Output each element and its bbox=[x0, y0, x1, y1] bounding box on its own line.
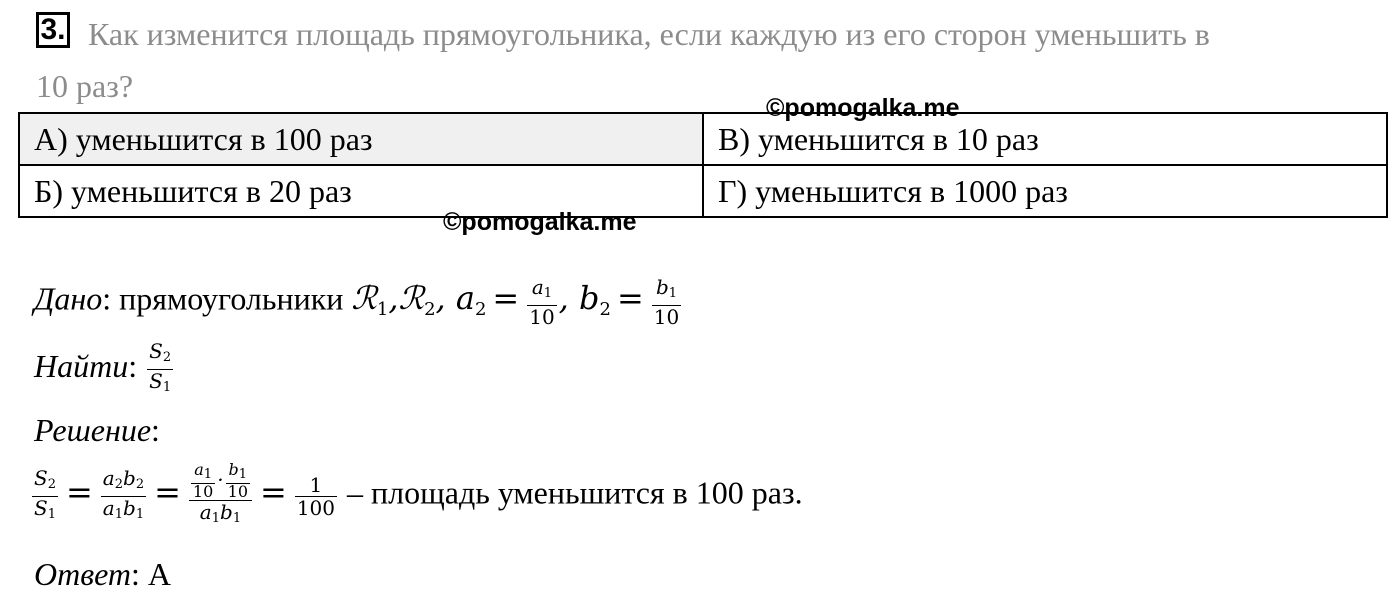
question-text-line2: 10 раз? bbox=[36, 68, 134, 104]
option-g: Г) уменьшится в 1000 раз bbox=[703, 165, 1387, 217]
options-row bbox=[19, 113, 1387, 165]
watermark-middle: ©pomogalka.me bbox=[443, 208, 637, 236]
find-formula: $\frac{S2}{S1}$ bbox=[149, 339, 172, 395]
option-a: А) уменьшится в 100 раз bbox=[19, 113, 703, 165]
formula-nested-fraction: $\frac{a1}{10}$ · $\frac{b1}{10}$ a1b1 bbox=[189, 462, 252, 530]
option-v: В) уменьшится в 10 раз bbox=[703, 113, 1387, 165]
given-line: Дано: прямоугольники ℛ$_1$,ℛ$_2$, $a_2$ = $\frac{a1}{10}$ , $b_2$ = $\frac{b1}{10}$ bbox=[34, 275, 680, 329]
option-b: Б) уменьшится в 20 раз bbox=[19, 165, 703, 217]
result-text: – площадь уменьшится в 100 раз. bbox=[347, 474, 803, 511]
solution-label: Решение bbox=[34, 412, 152, 448]
find-line: Найти: $\frac{S2}{S1}$ bbox=[34, 340, 175, 399]
given-label: Дано bbox=[34, 280, 103, 317]
answer-options-table bbox=[18, 112, 1388, 218]
options-row bbox=[19, 165, 1387, 217]
question-number: 3. bbox=[36, 12, 70, 48]
answer-line: Ответ: А bbox=[34, 556, 171, 592]
solution-label-line: Решение: bbox=[34, 412, 160, 448]
question-text-line1: Как изменится площадь прямоугольника, если каждую из его сторон уменьшить в bbox=[88, 16, 1210, 52]
given-formula: ℛ$_1$,ℛ$_2$, $a_2$ bbox=[351, 279, 487, 321]
answer-value: А bbox=[147, 556, 171, 592]
formula-ratio: $\frac{S2}{S1}$ bbox=[34, 465, 56, 522]
given-text: прямоугольники bbox=[119, 280, 344, 317]
solution-formula-line: $\frac{S2}{S1}$ = $\frac{a2b2}{a1b1}$ = $\frac{a1}{10}$ · $\frac{b1}{10}$ a1b1 = $\frac{1}{100}$ – площадь уменьшится в 100 раз. bbox=[30, 462, 803, 530]
watermark-top: ©pomogalka.me bbox=[766, 94, 960, 122]
find-label: Найти bbox=[34, 347, 129, 384]
answer-label: Ответ bbox=[34, 556, 131, 592]
